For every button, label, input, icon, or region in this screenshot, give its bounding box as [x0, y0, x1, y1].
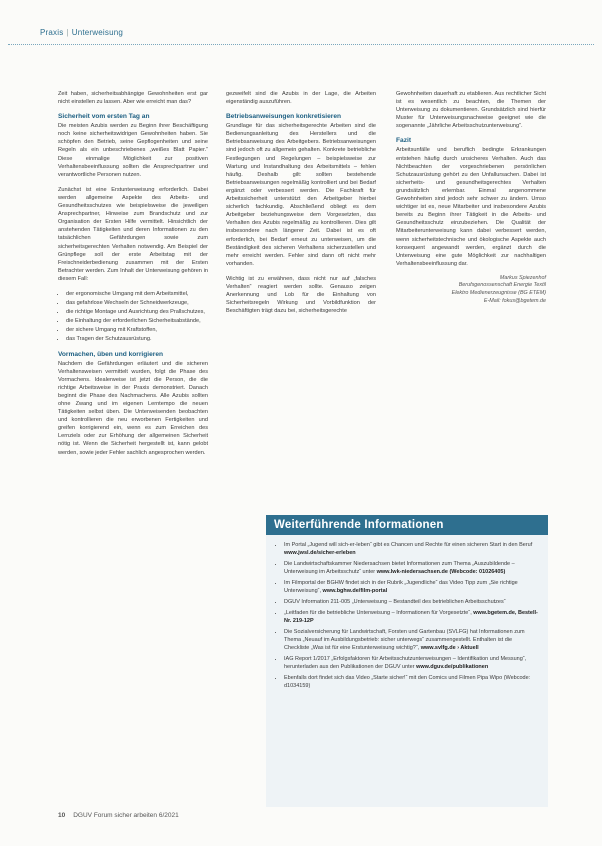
list-item: • der ergonomische Umgang mit dem Arbeitsmittel, [66, 290, 208, 298]
dotted-divider [8, 44, 594, 45]
author-email: E-Mail: fokus@bgetem.de [483, 297, 546, 304]
intro-paragraph: Zeit haben, sicherheitsabhängige Gewohnheiten erst gar nicht einstellen zu lassen. Aber wie erreicht man das? [58, 91, 208, 106]
info-item: • Die Sozialversicherung für Landwirtschaft, Forsten und Gartenbau (SVLFG) hat Informationen zum Thema „Neuauf im Ausbildungsbetrieb: sicher unterwegs“ zusammengestellt. Enthalten ist die Checkliste „Was ist für eine Erstunterweisung wichtig?“, www.svlfg.de › Aktuell [284, 628, 538, 652]
info-item: • Ebenfalls dort findet sich das Video „Starte sicher!“ mit den Comics und Filmen Pipa Wipo (Webcode: d1034159) [284, 674, 538, 690]
page-number: 10 [58, 812, 66, 819]
column-2 [226, 90, 376, 322]
author-affiliation: Berufsgenossenschaft Energie Textil [458, 282, 546, 289]
author-name: Markus Spiezenhof [499, 274, 546, 281]
paragraph: Arbeitsunfälle und beruflich bedingte Erkrankungen entstehen häufig durch unsicheres Verhalten. Auch das Nichtbeachten der vorgeschriebenen persönlichen Schutzausrüstung gehört zu den Unfallursachen. Dabei ist sicherheits- und gesundheitsgerechtes Verhalten grundsätzlich erlernbar. Einmal angenommene Gewohnheiten sind jedoch sehr schwer zu ändern. Umso wichtiger ist es, neue Mitarbeiter und insbesondere Azubis bereits zu Beginn ihrer Tätigkeit in die Arbeits- und Gesundheitsschutz einzubeziehen. Die Qualität der Mitarbeiterunterweisung kann dabei verbessert werden, wenn sicherheitstechnische und ökologische Aspekte auch konsequent angewandt werden, ergänzt durch die Unterweisung eine gute Möglichkeit zur nachhaltigen Verhaltensbeeinflussung dar. [396, 147, 546, 267]
page-footer [58, 812, 179, 819]
column-3 [396, 90, 546, 305]
info-link[interactable]: www.lwk-niedersachsen.de (Webcode: 01026405) [376, 569, 506, 575]
info-link[interactable]: www.bgetem.de, Bestell-Nr. 219-12P [284, 610, 538, 624]
list-item: • die richtige Montage und Ausrichtung des Prallschutzes, [66, 308, 208, 316]
author-affiliation: Elektro Medienerzeugnisse (BG ETEM) [451, 290, 546, 297]
heading-betriebsanweisungen: Betriebsanweisungen konkretisieren [226, 113, 342, 121]
bullet-list [58, 290, 208, 344]
info-item: • Die Landwirtschaftskammer Niedersachsen bietet Informationen zum Thema „Auszubildende – Unterweisung im Arbeitsschutz“ unter www.lwk-niedersachsen.de (Webcode: 01026405) [284, 560, 538, 576]
column-1 [58, 90, 208, 464]
section-label: Praxis [40, 28, 64, 37]
paragraph: Die meisten Azubis werden zu Beginn ihrer Beschäftigung noch keine sicherheitswidrigen Gewohnheiten haben. Sie schöpfen den Betrieb, seine Gepflogenheiten und seine Regeln als ein unbeschriebenes „weißes Blatt Papier.“ Diese einmalige Möglichkeit zur positiven Verhaltensbeeinflussung sollten die Ansprechpartner und verantwortliche Personen nutzen. [58, 123, 208, 178]
info-item: • Im Portal „Jugend will sich-er-leben“ gibt es Chancen und Rechte für einen sicheren Start in den Beruf www.jwsl.de/sicher-erleben [284, 541, 538, 557]
info-link[interactable]: www.svlfg.de › Aktuell [420, 645, 479, 651]
heading-sicherheit: Sicherheit vom ersten Tag an [58, 113, 150, 121]
paragraph: Gewohnheiten dauerhaft zu etablieren. Aus rechtlicher Sicht ist es wesentlich zu beachten, die Themen der Unterweisung zu dokumentieren. Grundsätzlich sind hierfür Muster für Unterweisungsnachweise geeignet wie die sogenannte „Jährliche Arbeitsschutzunterweisung“. [396, 91, 546, 130]
info-box-title: Weiterführende Informationen [266, 515, 548, 535]
publication-name: DGUV Forum sicher arbeiten 6/2021 [73, 812, 179, 819]
paragraph: Zunächst ist eine Erstunterweisung erforderlich. Dabei werden allgemeine Aspekte des Arbeits- und Gesundheitsschutzes wie beispielsweise die jeweiligen Ansprechpartner, Hinweise zum Brandschutz und zur Organisation der Ersten Hilfe vermittelt. Hinsichtlich der anstehenden Tätigkeiten und deren Informationen zu den tatsächlichen Gefährdungen sowie zum sicherheitsgerechten Verhalten notwendig. Am Beispiel der Grünpflege soll der erste Arbeitstag mit der Freischneiderbedienung zusammen mit der Ersten Betrachter werden. Zum Inhalt der Unterweisung gehören in diesem Fall: [58, 186, 208, 282]
list-item: • der sichere Umgang mit Kraftstoffen, [66, 326, 208, 334]
subsection-label: Unterweisung [71, 28, 124, 37]
heading-fazit: Fazit [396, 137, 412, 145]
list-item: • die Einhaltung der erforderlichen Sicherheitsabstände, [66, 317, 208, 325]
info-list [276, 541, 538, 690]
info-item: • Im Filmportal der BGHW findet sich in der Rubrik „Jugendliche“ das Video Tipp zum „Sie richtige Unterweisung“, www.bghw.de/film-portal [284, 579, 538, 595]
paragraph: gezweifelt sind die Azubis in der Lage, die Arbeiten eigenständig auszuführen. [226, 91, 376, 106]
heading-vormachen: Vormachen, üben und korrigieren [58, 350, 164, 358]
info-link[interactable]: www.bghw.de/film-portal [322, 588, 388, 594]
page-header [40, 28, 123, 37]
list-item: • das gefahrlose Wechseln der Schneidwerkzeuge, [66, 299, 208, 307]
author-signature [396, 275, 546, 305]
info-link[interactable]: www.jwsl.de/sicher-erleben [284, 550, 356, 556]
info-item: • DGUV Information 211-005 „Unterweisung – Bestandteil des betrieblichen Arbeitsschutzes“ [284, 598, 538, 606]
paragraph: Grundlage für das sicherheitsgerechte Arbeiten sind die Bedienungsanleitung des Herstellers und die Betriebsanweisung des Arbeitgebers. Betriebsanweisungen sind jedoch oft zu allgemein gehalten. Konkrete betriebliche Festlegungen und Regelungen – beispielsweise zur Wartung und Instandhaltung des Arbeitsmittels – fehlen häufig. Deshalb gilt: sollten bestehende Betriebsanweisungen regelmäßig kontrolliert und bei Bedarf ergänzt oder verbessert werden. Die Fachkraft für Arbeitssicherheit unterstützt den Arbeitgeber hierbei sicherlich fachkundig. Abschließend obliegt es dem Arbeitgeber beziehungsweise dem Vorgesetzten, das Verhalten des Azubis regelmäßig zu kontrollieren. Dies gilt insbesondere nach längerer Zeit. Dabei ist es oft erforderlich, bei Bedarf erneut zu unterweisen, um die Beständigkeit des sicheren Verhaltens sicherzustellen und mehr erreicht werden. Fehler sind dann oft nicht mehr vorhanden. [226, 123, 376, 267]
info-box [266, 515, 548, 807]
list-item: • das Tragen der Schutzausrüstung. [66, 335, 208, 343]
paragraph: Wichtig ist zu erwähnen, dass nicht nur auf „falsches Verhalten“ reagiert werden sollte. Genauso zeigen Anerkennung und Lob für die Einhaltung von Sicherheitsregeln Wirkung und Vorbildfunktion der Beschäftigten trägt dazu bei, sicherheitsgerechte [226, 275, 376, 315]
header-separator: | [66, 28, 69, 37]
info-item: • IAG Report 1/2017 „Erfolgsfaktoren für Arbeitsschutzunterweisungen – Identifikation und Messung“, herunterladen aus den Publikationen der DGUV unter www.dguv.de/publikationen [284, 655, 538, 671]
paragraph: Nachdem die Gefährdungen erläutert und die sicheren Verhaltensweisen vermittelt wurden, folgt die Phase des Vormachens. Idealerweise ist jetzt die Person, die die richtige Arbeitsweise in der Praxis demonstriert. Danach beginnt die Phase des Nachmachens. Alle Azubis sollten ohne Zwang und im eigenen Lerntempo die neuen Tätigkeiten selbst üben. Die Unterweisenden beobachten und kontrollieren die neu erworbenen Fertigkeiten und greifen korrigierend ein, wenn es zum Erreichen des Lernziels oder zur Erhöhung der allgemeinen Sicherheit nötig ist. Wenn die Sicherheit hergestellt ist, kann gelobt werden, sowie jeder Fehler sachlich angesprochen werden. [58, 360, 208, 456]
info-item: • „Leitfaden für die betriebliche Unterweisung – Informationen für Vorgesetzte“, www.bgetem.de, Bestell-Nr. 219-12P [284, 609, 538, 625]
info-link[interactable]: www.dguv.de/publikationen [416, 664, 489, 670]
